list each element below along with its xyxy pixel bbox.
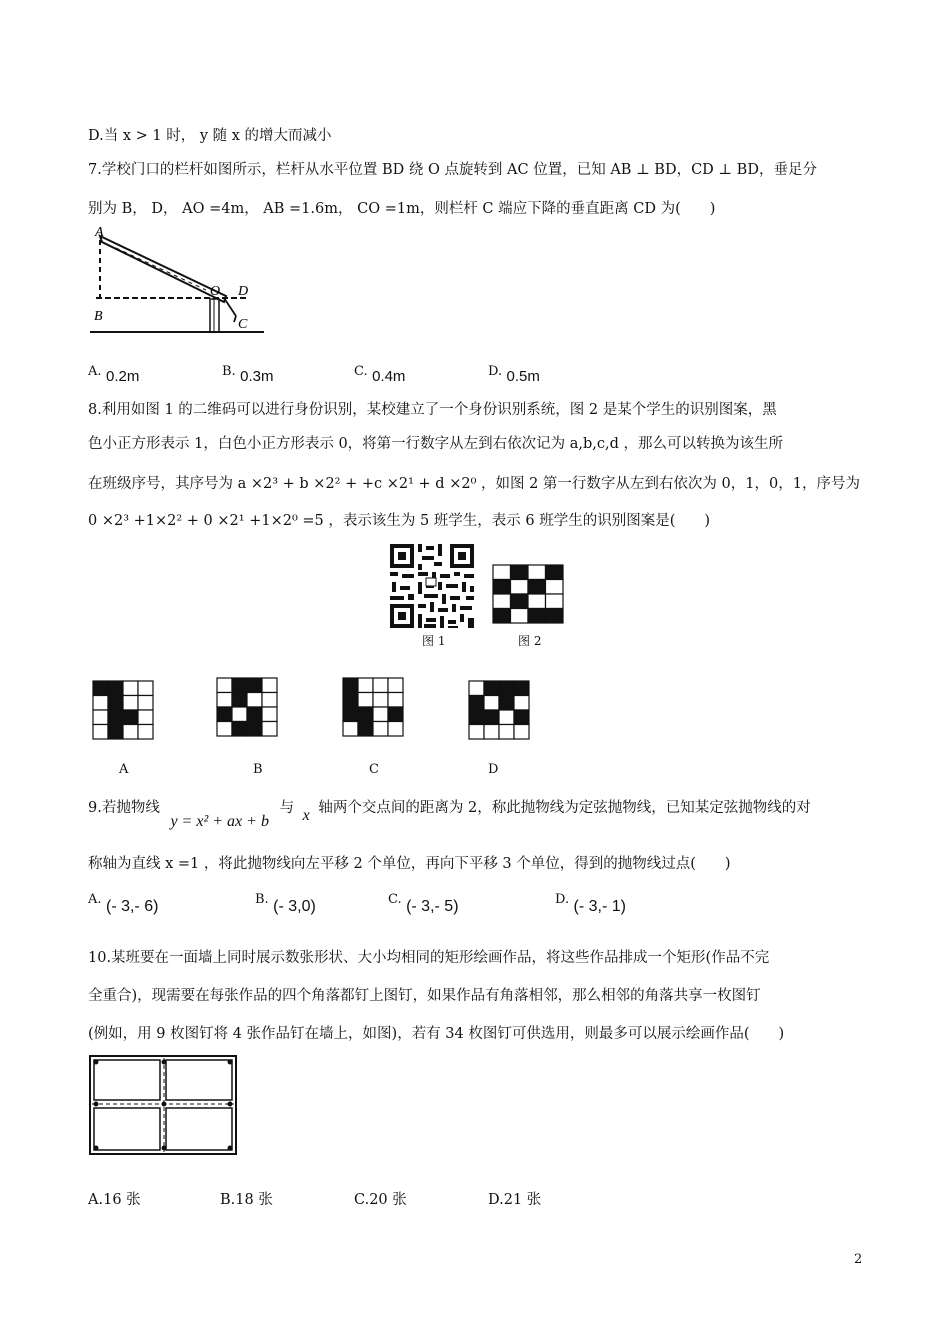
- q7-option-d-value: 0.5m: [506, 368, 540, 385]
- q10-text-line-3: (例如，用 9 枚图钉将 4 张作品钉在墙上，如图)，若有 34 枚图钉可供选用，则最多可以展示绘画作品( ): [88, 1026, 785, 1042]
- q9-option-a-letter: A.: [88, 892, 102, 907]
- q9-option-d-letter: D.: [555, 892, 570, 907]
- q7-option-a: [88, 362, 140, 385]
- student-pattern-cell-r1-c4: [546, 565, 564, 580]
- q8-option-d-cell-r3-c1: [469, 710, 484, 725]
- q7-option-a-value: 0.2m: [105, 368, 140, 385]
- q8-option-b-cell-r2-c3: [247, 693, 262, 708]
- student-pattern-cell-r3-c2: [511, 594, 529, 609]
- q8-option-d-cell-r4-c1: [469, 725, 484, 740]
- q7-fig-label-c: C: [238, 317, 248, 332]
- q8-option-a-cell-r3-c4: [138, 710, 153, 725]
- q8-text-line-2: 色小正方形表示 1，白色小正方形表示 0，将第一行数字从左到右依次记为 a,b,c,d ，那么可以转换为该生所: [88, 436, 784, 452]
- q10-text-line-1: 10.某班要在一面墙上同时展示数张形状、大小均相同的矩形绘画作品，将这些作品排成一个矩形(作品不完: [88, 950, 770, 966]
- q8-option-b-cell-r4-c2: [232, 722, 247, 737]
- q8-option-a-cell-r4-c4: [138, 725, 153, 740]
- q8-option-c-cell-r3-c2: [358, 707, 373, 722]
- student-pattern-cell-r3-c4: [546, 594, 564, 609]
- q7-fig-label-o: O: [210, 284, 221, 299]
- q8-option-b-cell-r4-c4: [262, 722, 277, 737]
- q9-option-a: [88, 890, 159, 915]
- q8-option-a-cell-r3-c3: [123, 710, 138, 725]
- q9-option-a-value: (- 3,- 6): [105, 898, 159, 915]
- q8-option-d-cell-r3-c2: [484, 710, 499, 725]
- student-pattern-caption: 图 2: [518, 634, 542, 648]
- q9-option-b: [255, 890, 316, 915]
- q8-option-a-grid: [92, 680, 154, 740]
- q8-option-a-cell-r2-c4: [138, 696, 153, 711]
- q8-option-d-cell-r2-c2: [484, 696, 499, 711]
- student-pattern-cell-r2-c2: [511, 580, 529, 595]
- q8-option-c-label: C: [369, 762, 379, 777]
- q8-option-d-cell-r1-c2: [484, 681, 499, 696]
- q8-option-b-cell-r1-c1: [217, 678, 232, 693]
- q8-option-b-cell-r3-c4: [262, 707, 277, 722]
- q8-option-a-cell-r2-c2: [108, 696, 123, 711]
- q9-option-b-letter: B.: [255, 892, 269, 907]
- q7-option-b-value: 0.3m: [240, 368, 274, 385]
- q8-option-b-label: B: [253, 762, 263, 777]
- q7-option-c-value: 0.4m: [372, 368, 406, 385]
- q7-fig-label-b: B: [94, 309, 103, 324]
- q8-option-b-cell-r3-c3: [247, 707, 262, 722]
- q9-option-d-value: (- 3,- 1): [573, 898, 626, 915]
- q9-text-rest: 轴两个交点间的距离为 2，称此抛物线为定弦抛物线，已知某定弦抛物线的对: [318, 800, 811, 816]
- student-pattern-cell-r4-c1: [493, 609, 511, 624]
- previous-question-option-d: D.当 x > 1 时， y 随 x 的增大而减小: [88, 128, 332, 144]
- q8-option-c-cell-r2-c1: [343, 693, 358, 708]
- q8-option-c-cell-r2-c2: [358, 693, 373, 708]
- q8-option-c-cell-r4-c1: [343, 722, 358, 737]
- q8-option-d-cell-r4-c3: [499, 725, 514, 740]
- q8-option-a-cell-r1-c4: [138, 681, 153, 696]
- q8-option-a-cell-r3-c2: [108, 710, 123, 725]
- student-pattern-cell-r2-c1: [493, 580, 511, 595]
- q8-option-d-cell-r1-c3: [499, 681, 514, 696]
- q8-option-a-cell-r2-c3: [123, 696, 138, 711]
- q9-option-c-value: (- 3,- 5): [406, 898, 459, 915]
- q9-text-line-1: [88, 796, 811, 830]
- q8-option-b-cell-r4-c3: [247, 722, 262, 737]
- q8-option-c-cell-r3-c3: [373, 707, 388, 722]
- q8-option-d-cell-r2-c1: [469, 696, 484, 711]
- q8-option-b-grid: [216, 677, 278, 737]
- q10-option-b-value: 18 张: [235, 1192, 273, 1208]
- q8-option-b-cell-r4-c1: [217, 722, 232, 737]
- q7-option-a-letter: A.: [88, 364, 102, 379]
- q8-option-d-cell-r3-c4: [514, 710, 529, 725]
- student-pattern-cell-r4-c4: [546, 609, 564, 624]
- q8-option-c-cell-r1-c4: [388, 678, 403, 693]
- q7-barrier-figure: [86, 222, 266, 337]
- q10-option-a-letter: A.: [88, 1192, 104, 1208]
- q8-option-c-cell-r4-c2: [358, 722, 373, 737]
- q7-text-line-2: 别为 B， D， AO =4m， AB =1.6m， CO =1m，则栏杆 C 端应下降的垂直距离 CD 为( ): [88, 201, 716, 217]
- q8-option-a-cell-r4-c3: [123, 725, 138, 740]
- q9-x-variable: x: [302, 807, 310, 824]
- q8-option-a-cell-r1-c3: [123, 681, 138, 696]
- q8-option-b-cell-r2-c1: [217, 693, 232, 708]
- q10-option-d: [488, 1188, 541, 1209]
- q8-option-a-cell-r3-c1: [93, 710, 108, 725]
- q10-option-c: [354, 1188, 407, 1209]
- student-pattern-figure: [492, 564, 564, 624]
- q8-option-d-cell-r2-c4: [514, 696, 529, 711]
- q7-text-line-1: 7.学校门口的栏杆如图所示，栏杆从水平位置 BD 绕 O 点旋转到 AC 位置，已知 AB ⊥ BD，CD ⊥ BD，垂足分: [88, 162, 817, 178]
- q8-option-b-cell-r2-c4: [262, 693, 277, 708]
- q9-parabola-formula: y = x² + ax + b: [170, 813, 269, 830]
- q9-text-prefix: 9.若抛物线: [88, 800, 160, 816]
- q7-option-b-letter: B.: [222, 364, 236, 379]
- q8-option-c-cell-r1-c3: [373, 678, 388, 693]
- q8-option-c-cell-r4-c3: [373, 722, 388, 737]
- q8-option-c-cell-r1-c2: [358, 678, 373, 693]
- student-pattern-cell-r1-c1: [493, 565, 511, 580]
- q7-option-c-letter: C.: [354, 364, 368, 379]
- q8-option-a-label: A: [119, 762, 129, 777]
- q10-option-c-letter: C.: [354, 1192, 370, 1208]
- q8-option-c-cell-r2-c4: [388, 693, 403, 708]
- student-pattern-cell-r1-c2: [511, 565, 529, 580]
- qr-figure-caption: 图 1: [422, 634, 446, 648]
- q9-option-d: [555, 890, 626, 915]
- q7-fig-label-d: D: [238, 284, 249, 299]
- q9-option-c: [388, 890, 459, 915]
- q8-option-c-cell-r2-c3: [373, 693, 388, 708]
- student-pattern-cell-r3-c1: [493, 594, 511, 609]
- student-pattern-cell-r1-c3: [528, 565, 546, 580]
- student-pattern-cell-r4-c2: [511, 609, 529, 624]
- q8-option-d-label: D: [488, 762, 499, 777]
- q8-option-b-cell-r1-c3: [247, 678, 262, 693]
- q8-option-d-cell-r2-c3: [499, 696, 514, 711]
- q10-option-b: [220, 1188, 273, 1209]
- q9-text-and: 与: [279, 800, 295, 816]
- q8-option-a-cell-r4-c2: [108, 725, 123, 740]
- student-pattern-cell-r2-c3: [528, 580, 546, 595]
- q8-option-a-cell-r4-c1: [93, 725, 108, 740]
- q10-option-d-letter: D.: [488, 1192, 504, 1208]
- q9-option-b-value: (- 3,0): [273, 898, 316, 915]
- q8-option-b-cell-r1-c4: [262, 678, 277, 693]
- q8-option-d-cell-r4-c4: [514, 725, 529, 740]
- q10-option-a-value: 16 张: [103, 1192, 141, 1208]
- q8-option-d-cell-r3-c3: [499, 710, 514, 725]
- q8-option-b-cell-r2-c2: [232, 693, 247, 708]
- q8-option-a-cell-r1-c1: [93, 681, 108, 696]
- q7-option-d-letter: D.: [488, 364, 503, 379]
- q10-option-c-value: 20 张: [369, 1192, 407, 1208]
- q7-option-d: [488, 362, 540, 385]
- q8-option-d-cell-r4-c2: [484, 725, 499, 740]
- q8-option-b-cell-r1-c2: [232, 678, 247, 693]
- q8-option-c-cell-r1-c1: [343, 678, 358, 693]
- q8-option-c-cell-r3-c4: [388, 707, 403, 722]
- q8-option-c-cell-r3-c1: [343, 707, 358, 722]
- q8-text-line-1: 8.利用如图 1 的二维码可以进行身份识别，某校建立了一个身份识别系统，图 2 是某个学生的识别图案，黑: [88, 402, 777, 418]
- q8-option-c-grid: [342, 677, 404, 737]
- q10-option-a: [88, 1188, 141, 1209]
- q8-option-b-cell-r3-c1: [217, 707, 232, 722]
- q10-artworks-figure: [88, 1054, 240, 1158]
- q8-option-a-cell-r2-c1: [93, 696, 108, 711]
- q7-option-b: [222, 362, 274, 385]
- q10-option-b-letter: B.: [220, 1192, 236, 1208]
- q8-text-line-3: 在班级序号，其序号为 a ×2³ + b ×2² + +c ×2¹ + d ×2⁰ ，如图 2 第一行数字从左到右依次为 0，1，0，1，序号为: [88, 476, 860, 492]
- q8-option-d-grid: [468, 680, 530, 740]
- q9-text-line-2: 称轴为直线 x =1 ，将此抛物线向左平移 2 个单位，再向下平移 3 个单位，得到的抛物线过点( ): [88, 856, 731, 872]
- q8-text-line-4: 0 ×2³ +1×2² + 0 ×2¹ +1×2⁰ =5 ，表示该生为 5 班学生，表示 6 班学生的识别图案是( ): [88, 513, 711, 529]
- q8-option-d-cell-r1-c4: [514, 681, 529, 696]
- q8-option-a-cell-r1-c2: [108, 681, 123, 696]
- student-pattern-cell-r4-c3: [528, 609, 546, 624]
- q7-fig-label-a: A: [95, 225, 104, 240]
- q8-option-d-cell-r1-c1: [469, 681, 484, 696]
- student-pattern-cell-r2-c4: [546, 580, 564, 595]
- q10-option-d-value: 21 张: [503, 1192, 542, 1208]
- q8-option-b-cell-r3-c2: [232, 707, 247, 722]
- q8-option-c-cell-r4-c4: [388, 722, 403, 737]
- page-number: 2: [854, 1252, 863, 1267]
- qr-code-figure: [388, 542, 478, 632]
- q9-option-c-letter: C.: [388, 892, 402, 907]
- student-pattern-cell-r3-c3: [528, 594, 546, 609]
- q7-option-c: [354, 362, 406, 385]
- q10-text-line-2: 全重合)，现需要在每张作品的四个角落都钉上图钉，如果作品有角落相邻，那么相邻的角落共享一枚图钉: [88, 988, 761, 1004]
